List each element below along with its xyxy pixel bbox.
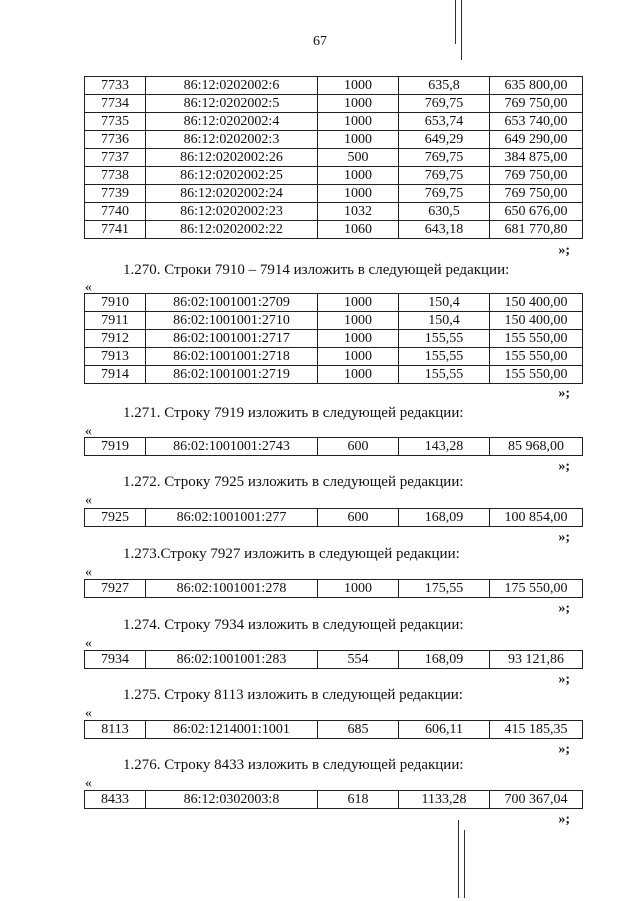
table-row <box>85 77 583 95</box>
amendment-table <box>84 293 583 384</box>
table-cell: 86:12:0202002:25 <box>146 167 318 185</box>
table-row <box>85 221 583 239</box>
table-cell: 7736 <box>85 131 146 149</box>
table-cell: 649,29 <box>399 131 490 149</box>
table-cell: 155,55 <box>399 348 490 366</box>
table-cell: 155 550,00 <box>490 330 583 348</box>
table-cell: 681 770,80 <box>490 221 583 239</box>
scan-artifact-line <box>461 0 462 60</box>
table-cell: 600 <box>318 438 399 456</box>
amendment-table <box>84 508 583 527</box>
table-cell: 86:02:1001001:2710 <box>146 312 318 330</box>
table-cell: 86:12:0202002:4 <box>146 113 318 131</box>
table-row <box>85 294 583 312</box>
table-cell: 1060 <box>318 221 399 239</box>
table-cell: 769,75 <box>399 95 490 113</box>
table-cell: 1133,28 <box>399 791 490 809</box>
amendment-heading: 1.276. Строку 8433 изложить в следующей редакции: <box>123 757 464 773</box>
close-quote: »; <box>558 243 570 258</box>
table-cell: 653 740,00 <box>490 113 583 131</box>
amendment-table <box>84 790 583 809</box>
table-cell: 1000 <box>318 131 399 149</box>
table-cell: 7737 <box>85 149 146 167</box>
open-quote: « <box>85 424 92 439</box>
table-cell: 86:02:1001001:2719 <box>146 366 318 384</box>
registry-table <box>84 76 583 239</box>
table-cell: 618 <box>318 791 399 809</box>
scan-artifact-line <box>458 820 459 898</box>
table-row <box>85 312 583 330</box>
table-cell: 7741 <box>85 221 146 239</box>
amendment-table <box>84 720 583 739</box>
table-cell: 86:12:0202002:5 <box>146 95 318 113</box>
table-row <box>85 580 583 598</box>
table-cell: 1000 <box>318 580 399 598</box>
table-cell: 1000 <box>318 330 399 348</box>
table-row <box>85 438 583 456</box>
close-quote: »; <box>558 601 570 616</box>
table-cell: 635 800,00 <box>490 77 583 95</box>
table-cell: 635,8 <box>399 77 490 95</box>
table-cell: 7914 <box>85 366 146 384</box>
table-cell: 93 121,86 <box>490 651 583 669</box>
table-cell: 1000 <box>318 312 399 330</box>
scan-artifact-line <box>455 0 456 44</box>
table-cell: 630,5 <box>399 203 490 221</box>
table-cell: 86:12:0302003:8 <box>146 791 318 809</box>
table-cell: 86:12:0202002:6 <box>146 77 318 95</box>
table-row <box>85 509 583 527</box>
amendment-table <box>84 437 583 456</box>
open-quote: « <box>85 636 92 651</box>
table-cell: 150,4 <box>399 294 490 312</box>
table-cell: 1000 <box>318 167 399 185</box>
table-cell: 86:02:1001001:283 <box>146 651 318 669</box>
table-cell: 150 400,00 <box>490 294 583 312</box>
amendment-heading: 1.270. Строки 7910 – 7914 изложить в следующей редакции: <box>123 262 510 278</box>
table-cell: 7733 <box>85 77 146 95</box>
table-cell: 7925 <box>85 509 146 527</box>
table-row <box>85 203 583 221</box>
amendment-table <box>84 650 583 669</box>
open-quote: « <box>85 706 92 721</box>
table-cell: 769 750,00 <box>490 185 583 203</box>
table-cell: 86:02:1001001:2718 <box>146 348 318 366</box>
table-cell: 606,11 <box>399 721 490 739</box>
table-row <box>85 149 583 167</box>
table-cell: 85 968,00 <box>490 438 583 456</box>
amendment-heading: 1.275. Строку 8113 изложить в следующей редакции: <box>123 687 463 703</box>
amendment-heading: 1.273.Строку 7927 изложить в следующей редакции: <box>123 546 460 562</box>
table-cell: 1000 <box>318 294 399 312</box>
table-cell: 86:02:1001001:278 <box>146 580 318 598</box>
table-row <box>85 131 583 149</box>
table-cell: 8433 <box>85 791 146 809</box>
table-cell: 175,55 <box>399 580 490 598</box>
table-cell: 7919 <box>85 438 146 456</box>
table-cell: 7734 <box>85 95 146 113</box>
table-cell: 1000 <box>318 113 399 131</box>
table-cell: 7927 <box>85 580 146 598</box>
table-cell: 155 550,00 <box>490 348 583 366</box>
table-cell: 7738 <box>85 167 146 185</box>
close-quote: »; <box>558 812 570 827</box>
table-cell: 1000 <box>318 185 399 203</box>
table-cell: 685 <box>318 721 399 739</box>
close-quote: »; <box>558 530 570 545</box>
table-cell: 7912 <box>85 330 146 348</box>
amendment-heading: 1.274. Строку 7934 изложить в следующей редакции: <box>123 617 464 633</box>
table-cell: 653,74 <box>399 113 490 131</box>
table-cell: 700 367,04 <box>490 791 583 809</box>
table-cell: 143,28 <box>399 438 490 456</box>
close-quote: »; <box>558 672 570 687</box>
table-cell: 7911 <box>85 312 146 330</box>
table-cell: 384 875,00 <box>490 149 583 167</box>
table-cell: 155,55 <box>399 366 490 384</box>
table-cell: 769 750,00 <box>490 95 583 113</box>
table-cell: 600 <box>318 509 399 527</box>
amendment-heading: 1.271. Строку 7919 изложить в следующей редакции: <box>123 405 464 421</box>
table-cell: 650 676,00 <box>490 203 583 221</box>
table-cell: 1032 <box>318 203 399 221</box>
table-cell: 100 854,00 <box>490 509 583 527</box>
table-cell: 7913 <box>85 348 146 366</box>
table-cell: 649 290,00 <box>490 131 583 149</box>
table-cell: 7934 <box>85 651 146 669</box>
table-cell: 86:02:1001001:277 <box>146 509 318 527</box>
table-cell: 86:02:1001001:2709 <box>146 294 318 312</box>
open-quote: « <box>85 565 92 580</box>
table-cell: 168,09 <box>399 509 490 527</box>
table-row <box>85 651 583 669</box>
open-quote: « <box>85 280 92 295</box>
table-row <box>85 185 583 203</box>
table-row <box>85 167 583 185</box>
table-cell: 155,55 <box>399 330 490 348</box>
table-cell: 175 550,00 <box>490 580 583 598</box>
open-quote: « <box>85 776 92 791</box>
close-quote: »; <box>558 386 570 401</box>
table-cell: 155 550,00 <box>490 366 583 384</box>
amendment-heading: 1.272. Строку 7925 изложить в следующей редакции: <box>123 474 464 490</box>
table-cell: 7735 <box>85 113 146 131</box>
table-cell: 86:02:1214001:1001 <box>146 721 318 739</box>
table-cell: 769 750,00 <box>490 167 583 185</box>
table-cell: 769,75 <box>399 167 490 185</box>
table-cell: 415 185,35 <box>490 721 583 739</box>
table-row <box>85 791 583 809</box>
scan-artifact-line <box>464 830 465 898</box>
table-cell: 1000 <box>318 95 399 113</box>
table-cell: 150 400,00 <box>490 312 583 330</box>
table-row <box>85 721 583 739</box>
table-cell: 86:12:0202002:26 <box>146 149 318 167</box>
page-number: 67 <box>313 34 327 49</box>
table-cell: 1000 <box>318 366 399 384</box>
table-cell: 86:12:0202002:24 <box>146 185 318 203</box>
table-cell: 86:12:0202002:3 <box>146 131 318 149</box>
table-cell: 643,18 <box>399 221 490 239</box>
table-row <box>85 366 583 384</box>
table-cell: 86:12:0202002:22 <box>146 221 318 239</box>
table-cell: 86:02:1001001:2717 <box>146 330 318 348</box>
table-cell: 500 <box>318 149 399 167</box>
table-cell: 168,09 <box>399 651 490 669</box>
table-cell: 1000 <box>318 348 399 366</box>
table-cell: 1000 <box>318 77 399 95</box>
table-cell: 769,75 <box>399 185 490 203</box>
table-row <box>85 113 583 131</box>
table-cell: 150,4 <box>399 312 490 330</box>
open-quote: « <box>85 493 92 508</box>
table-cell: 7740 <box>85 203 146 221</box>
table-cell: 7739 <box>85 185 146 203</box>
table-row <box>85 348 583 366</box>
amendment-table <box>84 579 583 598</box>
table-cell: 769,75 <box>399 149 490 167</box>
table-cell: 554 <box>318 651 399 669</box>
table-cell: 86:02:1001001:2743 <box>146 438 318 456</box>
table-row <box>85 330 583 348</box>
table-cell: 8113 <box>85 721 146 739</box>
table-cell: 86:12:0202002:23 <box>146 203 318 221</box>
table-cell: 7910 <box>85 294 146 312</box>
table-row <box>85 95 583 113</box>
close-quote: »; <box>558 459 570 474</box>
close-quote: »; <box>558 742 570 757</box>
